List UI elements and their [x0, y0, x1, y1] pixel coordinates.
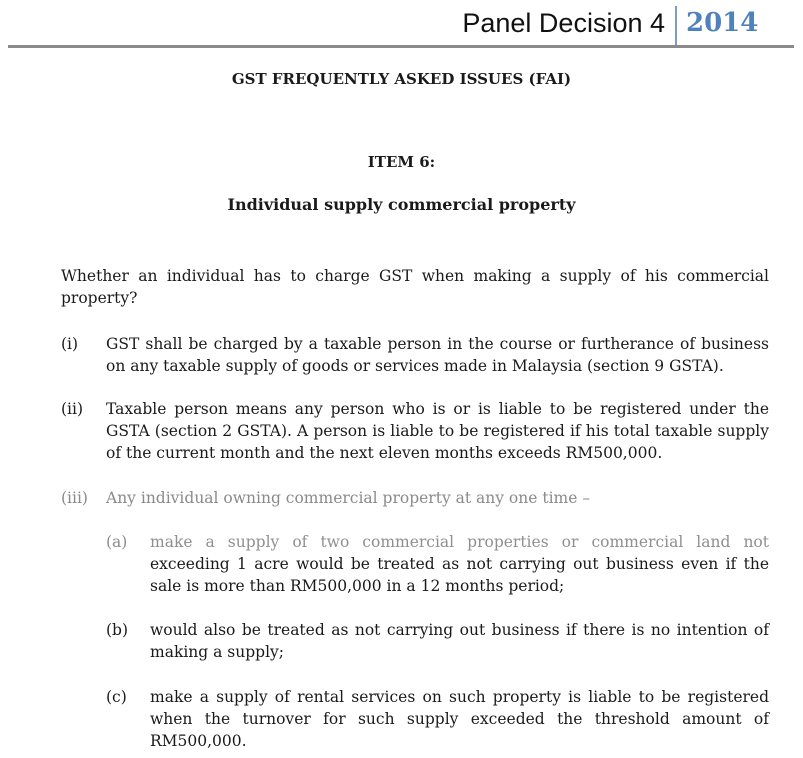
header-rule	[8, 45, 794, 48]
question-paragraph: Whether an individual has to charge GST when making a supply of his commercial property?	[61, 267, 769, 307]
page-header	[0, 6, 803, 46]
point-marker: (i)	[61, 335, 79, 353]
header-year: 2014	[686, 8, 759, 38]
subpoint-text: would also be treated as not carrying out business if there is no intention of making a supply;	[150, 621, 769, 661]
subpoint-text: make a supply of rental services on such property is liable to be registered when the turnover for such supply exceeded the threshold amount of RM500,000.	[150, 688, 769, 750]
subpoint-marker: (c)	[106, 688, 127, 706]
subpoint-text	[150, 531, 769, 597]
point-marker: (ii)	[61, 400, 84, 418]
point-text: GST shall be charged by a taxable person in the course or furtherance of business on any taxable supply of goods or services made in Malaysia (section 9 GSTA).	[106, 335, 769, 375]
header-separator	[675, 6, 677, 46]
point-marker: (iii)	[61, 489, 88, 507]
subpoint-text-rest: exceeding 1 acre would be treated as not carrying out business even if the sale is more than RM500,000 in a 12 months period;	[150, 555, 769, 595]
subpoint-marker: (b)	[106, 621, 129, 639]
header-title: Panel Decision 4	[462, 8, 665, 38]
subpoint-marker: (a)	[106, 533, 128, 551]
point-text: Any individual owning commercial property at any one time –	[106, 489, 591, 507]
item-heading: ITEM 6:	[367, 153, 436, 171]
document-title: GST FREQUENTLY ASKED ISSUES (FAI)	[231, 70, 572, 88]
point-text: Taxable person means any person who is or is liable to be registered under the GSTA (section 2 GSTA). A person is liable to be registered if his total taxable supply of the current month and the next eleven months exceeds RM500,000.	[106, 400, 769, 462]
item-subject: Individual supply commercial property	[227, 195, 576, 214]
subpoint-text-faded: make a supply of two commercial properties or commercial land not	[150, 533, 769, 551]
